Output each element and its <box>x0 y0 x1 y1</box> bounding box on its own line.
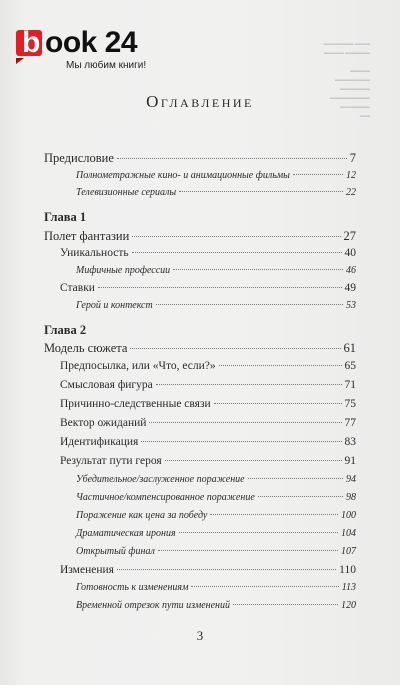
logo-wordmark: ook 24 <box>45 26 138 59</box>
toc-entry: Предпосылка, или «Что, если?» 65 <box>60 360 356 372</box>
toc-entry: Полет фантазии 27 <box>44 229 356 243</box>
toc-entry: Идентификация 83 <box>60 436 356 448</box>
toc-entry: Смысловая фигура 71 <box>60 379 356 391</box>
toc-entry: Открытый финал 107 <box>76 546 356 557</box>
toc-entry: Предисловие 7 <box>44 151 356 165</box>
logo-corner <box>16 58 24 64</box>
toc-entry: Изменения 110 <box>60 564 356 576</box>
chapter-heading: Глава 1 <box>44 210 87 224</box>
logo-slogan: Мы любим книги! <box>66 60 147 71</box>
toc-entry: Ставки 49 <box>60 282 356 294</box>
toc-entry: Телевизионные сериалы 22 <box>76 187 356 198</box>
toc-entry: Герой и контекст 53 <box>76 300 356 311</box>
toc-entry: Результат пути героя 91 <box>60 455 356 467</box>
toc-entry: Готовность к изменениям 113 <box>76 582 356 593</box>
logo-badge <box>16 26 42 59</box>
toc-entry: Временной отрезок пути изменений 120 <box>76 600 356 611</box>
toc-entry: Убедительное/заслуженное поражение 94 <box>76 474 356 485</box>
toc-heading: Оглавление <box>146 92 254 111</box>
book24-logo <box>8 26 148 74</box>
chapter-heading: Глава 2 <box>44 323 87 337</box>
page-number: 3 <box>196 628 204 643</box>
logo-b-letter: b <box>22 26 41 59</box>
toc-entry: Уникальность 40 <box>60 247 356 259</box>
toc-entry: Модель сюжета 61 <box>44 341 356 355</box>
toc-entry: Полнометражные кино- и анимационные фильмы 12 <box>76 170 356 181</box>
toc-entry: Мифичные профессии 46 <box>76 265 356 276</box>
toc-entry: Драматическая ирония 104 <box>76 528 356 539</box>
toc-entry: Частичное/компенсированное поражение 98 <box>76 492 356 503</box>
toc-entry: Причинно-следственные связи 75 <box>60 398 356 410</box>
toc-entry: Вектор ожиданий 77 <box>60 417 356 429</box>
bleed-through-text: ▬▬▬▬▬▬ ▬▬▬ ▬▬▬▬ ▬▬▬▬▬ ▬▬▬▬ ▬▬▬▬▬▬▬ ▬▬▬▬▬▬ ▬▬▬▬▬▬▬▬ ▬▬▬▬▬▬ ▬▬ <box>323 42 370 119</box>
toc-entry: Поражение как цена за победу 100 <box>76 510 356 521</box>
